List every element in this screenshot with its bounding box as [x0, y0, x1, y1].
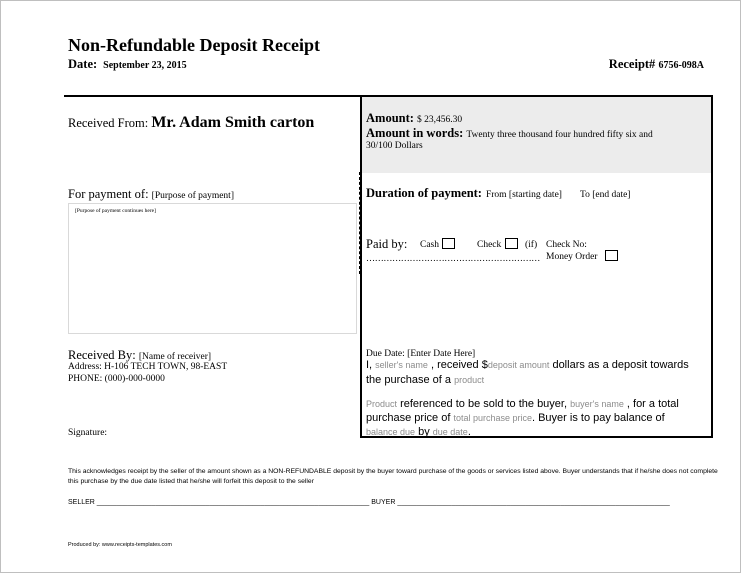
payment-purpose-value: [Purpose of payment] [151, 191, 234, 201]
signature-label: Signature: [68, 428, 108, 438]
cash-checkbox[interactable] [442, 238, 455, 249]
receipt-title: Non-Refundable Deposit Receipt [68, 35, 320, 55]
check-number-label: Check No: [546, 240, 587, 250]
top-divider [64, 95, 362, 97]
due-date-placeholder: due date [432, 427, 468, 437]
duration-to: To [end date] [579, 190, 631, 200]
payment-purpose-label: For payment of: [68, 187, 149, 201]
duration-from: From [starting date] [485, 190, 562, 200]
dotted-fill-line: …………………………………………………… [366, 253, 541, 263]
statement-text: , for a total [623, 398, 679, 410]
receipt-number-row [609, 57, 704, 72]
received-from-row [68, 114, 314, 132]
seller-name-placeholder: seller's name [375, 360, 428, 370]
statement-text: . Buyer is to pay balance of [531, 412, 665, 424]
payment-purpose-row [68, 187, 234, 202]
due-date-value: [Enter Date Here] [407, 349, 476, 359]
amount-value: $ 23,456.30 [417, 115, 463, 125]
receipt-number-value: 6756-098A [658, 60, 704, 71]
statement-text: purchase price of [366, 412, 454, 424]
amount-words-value-continued: 30/100 Dollars [366, 141, 423, 151]
deposit-statement-line-1 [366, 359, 689, 371]
statement-text: I, [366, 359, 376, 371]
amount-words-value: Twenty three thousand four hundred fifty six and [466, 130, 653, 140]
payment-purpose-continued: [Purpose of payment continues here] [75, 208, 156, 214]
statement-text: . [467, 426, 471, 438]
paid-by-label: Paid by: [366, 237, 408, 251]
column-divider [359, 172, 360, 274]
received-by-row [68, 348, 211, 363]
total-price-placeholder: total purchase price [453, 413, 532, 423]
due-date-row [366, 349, 475, 359]
date-value: September 23, 2015 [103, 60, 187, 71]
receipt-number-label: Receipt# [608, 57, 656, 71]
amount-words-row [366, 126, 653, 141]
received-from-label: Received From: [68, 116, 149, 130]
statement-text: referenced to be sold to the buyer, [397, 398, 571, 410]
seller-buyer-signature-line: SELLER ______________________________________________________________________ BUYER ______________________________________________________________________ [68, 499, 670, 506]
statement-text: the purchase of a [366, 374, 455, 386]
buyer-name-placeholder: buyer's name [570, 399, 624, 409]
deposit-statement-line-3 [366, 398, 679, 410]
money-order-checkbox[interactable] [605, 250, 618, 261]
if-label: (if) [525, 240, 538, 250]
received-by-value: [Name of receiver] [138, 352, 212, 362]
balance-due-placeholder: balance due [366, 427, 416, 437]
deposit-statement-line-4 [366, 412, 665, 424]
deposit-statement-line-5 [366, 426, 471, 438]
product-placeholder: Product [366, 399, 398, 409]
date-row [68, 57, 187, 72]
statement-text: by [415, 426, 433, 438]
date-label: Date: [68, 57, 98, 71]
payment-purpose-textarea[interactable] [68, 203, 357, 334]
acknowledgment-text: This acknowledges receipt by the seller of the amount shown as a NON-REFUNDABLE deposit by the buyer toward purchase of the goods or services listed above. Buyer understands that if he/she does not complete this purchase by the due date listed that he/she will forfeit this deposit to the seller [68, 468, 718, 485]
receiver-phone: PHONE: (000)-000-0000 [68, 374, 165, 384]
check-checkbox[interactable] [505, 238, 518, 249]
deposit-statement-line-2 [366, 374, 484, 386]
product-placeholder: product [454, 375, 485, 385]
amount-label: Amount: [366, 111, 414, 125]
amount-words-label: Amount in words: [366, 126, 464, 140]
money-order-label: Money Order [546, 252, 598, 262]
deposit-amount-placeholder: deposit amount [487, 360, 550, 370]
cash-option-label: Cash [420, 240, 439, 250]
statement-text: dollars as a deposit towards [549, 359, 689, 371]
receiver-address: Address: H-106 TECH TOWN, 98-EAST [68, 362, 228, 372]
duration-row [366, 186, 630, 201]
received-by-label: Received By: [68, 348, 136, 362]
duration-label: Duration of payment: [366, 186, 482, 200]
statement-text: , received $ [427, 359, 488, 371]
produced-by-credit: Produced by: www.receipts-templates.com [68, 542, 172, 548]
amount-row [366, 111, 462, 126]
payer-name: Mr. Adam Smith carton [151, 114, 315, 131]
check-option-label: Check [477, 240, 502, 250]
due-date-label: Due Date: [366, 349, 405, 359]
